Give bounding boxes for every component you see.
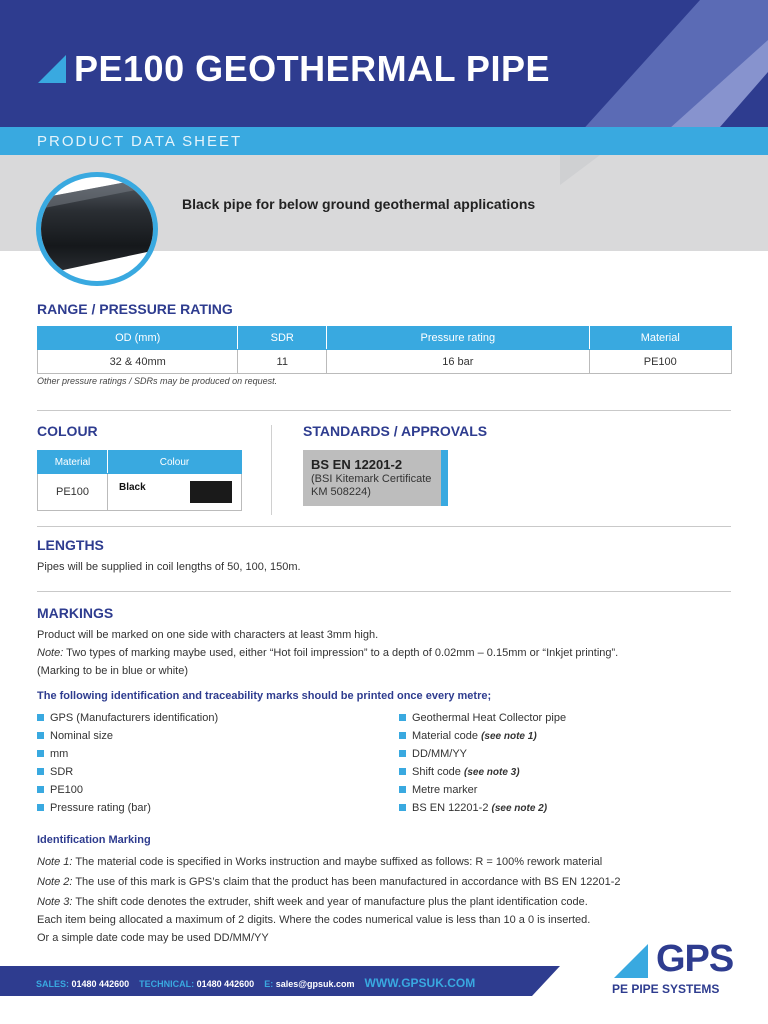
list-item-note: (see note 1) [481,731,537,742]
list-item-text: Metre marker [412,784,478,796]
list-item-note: (see note 2) [491,803,548,814]
subheader-stripe [560,127,768,155]
list-item [399,712,566,730]
list-item-text: DD/MM/YY [412,748,467,760]
bullet-icon [399,732,406,739]
technical-phone[interactable]: 01480 442600 [196,979,255,989]
col-header: Pressure rating [327,327,589,350]
list-item [399,730,566,748]
list-item-text: mm [50,748,69,760]
standards-section-title: STANDARDS / APPROVALS [303,423,488,439]
list-item [37,766,218,784]
lengths-section-title: LENGTHS [37,537,104,553]
range-section-title: RANGE / PRESSURE RATING [37,301,233,317]
list-item [37,712,218,730]
col-header: OD (mm) [38,327,238,350]
logo-text: GPS [656,938,734,980]
note-text: The material code is specified in Works instruction and maybe suffixed as follows: R = 100% rework material [72,856,603,868]
identification-line4: Each item being allocated a maximum of 2 digits. Where the codes numerical value is less than 10 a 0 is inserted. [37,914,591,926]
title-triangle-icon [38,55,66,83]
divider [37,591,731,592]
standard-name: BS EN 12201-2 [311,457,403,472]
standard-detail: (BSI Kitemark Certificate KM 508224) [311,473,432,498]
bullet-icon [37,750,44,757]
website-link[interactable]: WWW.GPSUK.COM [364,976,476,990]
identification-note1 [37,856,602,868]
list-item-text: GPS (Manufacturers identification) [50,712,219,724]
list-item-note: (see note 3) [463,767,520,778]
bullet-icon [37,804,44,811]
bullet-icon [399,768,406,775]
note-label: Note 3: [37,896,73,908]
gps-logo [612,940,736,1000]
email-link[interactable]: sales@gpsuk.com [275,979,355,989]
list-item-text: SDR [50,766,74,778]
bullet-icon [399,750,406,757]
list-item [37,730,218,748]
table-cell [108,474,242,511]
list-item [37,784,218,802]
list-item-text: Material code [412,730,482,742]
bullet-icon [37,768,44,775]
bullet-icon [399,804,406,811]
bullet-icon [399,786,406,793]
list-item [399,748,566,766]
list-item [37,748,218,766]
col-header: SDR [238,327,327,350]
col-header: Colour [108,451,242,474]
bullet-icon [37,732,44,739]
table-row [38,350,732,374]
list-item-text: Geothermal Heat Collector pipe [412,712,567,724]
table-header-row [38,327,732,350]
divider [37,526,731,527]
logo-subtext: PE PIPE SYSTEMS [612,982,720,996]
colour-table [37,450,242,511]
sales-phone[interactable]: 01480 442600 [71,979,130,989]
divider [37,410,731,411]
markings-subheading: The following identification and traceability marks should be printed once every metre; [37,690,492,702]
identification-line5: Or a simple date code may be used DD/MM/YY [37,932,269,944]
table-cell: PE100 [589,350,731,374]
table-header-row [38,451,242,474]
note-label: Note 2: [37,876,73,888]
markings-line1: Product will be marked on one side with characters at least 3mm high. [37,629,379,641]
table-cell: 11 [238,350,327,374]
list-item-text: BS EN 12201-2 [412,802,492,814]
markings-line3: (Marking to be in blue or white) [37,665,189,677]
list-item-text: Pressure rating (bar) [50,802,151,814]
note-text: The shift code denotes the extruder, shift week and year of manufacture plus the plant identification code. [72,896,588,908]
page-title: PE100 GEOTHERMAL PIPE [74,48,550,89]
identification-note3 [37,896,588,908]
product-tagline: Black pipe for below ground geothermal applications [182,196,536,212]
subheader-label: PRODUCT DATA SHEET [37,133,243,150]
list-item [399,766,566,784]
col-header: Material [38,451,108,474]
list-item-text: PE100 [50,784,84,796]
intro-band-stripe [560,155,768,251]
colour-name: Black [119,481,146,493]
sales-label: SALES: [36,979,70,989]
note-label: Note 1: [37,856,73,868]
table-cell: 16 bar [327,350,589,374]
list-item-text: Shift code [412,766,464,778]
table-cell: 32 & 40mm [38,350,238,374]
lengths-text: Pipes will be supplied in coil lengths of 50, 100, 150m. [37,561,301,573]
list-item [399,802,566,820]
vertical-divider [271,425,272,515]
marks-list-left [37,712,218,820]
note-text: The use of this mark is GPS’s claim that the product has been manufactured in accordance with BS EN 12201-2 [72,876,621,888]
colour-section-title: COLOUR [37,423,98,439]
list-item [399,784,566,802]
bullet-icon [399,714,406,721]
table-cell: PE100 [38,474,108,511]
range-note: Other pressure ratings / SDRs may be produced on request. [37,376,278,386]
colour-swatch [190,481,232,503]
bullet-icon [37,786,44,793]
identification-note2 [37,876,621,888]
markings-line2-text: Two types of marking maybe used, either “Hot foil impression” to a depth of 0.02mm – 0.15mm or “Inkjet printing”. [63,647,619,659]
email-label: E: [264,979,274,989]
footer-contacts [36,976,475,990]
note-label: Note: [37,647,64,659]
range-table [37,326,732,374]
pipe-image [35,171,159,287]
list-item-text: Nominal size [50,730,113,742]
markings-section-title: MARKINGS [37,605,114,621]
standard-box-accent [441,450,448,506]
markings-line2 [37,647,618,659]
logo-triangle-icon [614,944,648,978]
identification-title: Identification Marking [37,834,151,846]
technical-label: TECHNICAL: [139,979,195,989]
marks-list-right [399,712,566,820]
table-row [38,474,242,511]
col-header: Material [589,327,731,350]
list-item [37,802,218,820]
bullet-icon [37,714,44,721]
